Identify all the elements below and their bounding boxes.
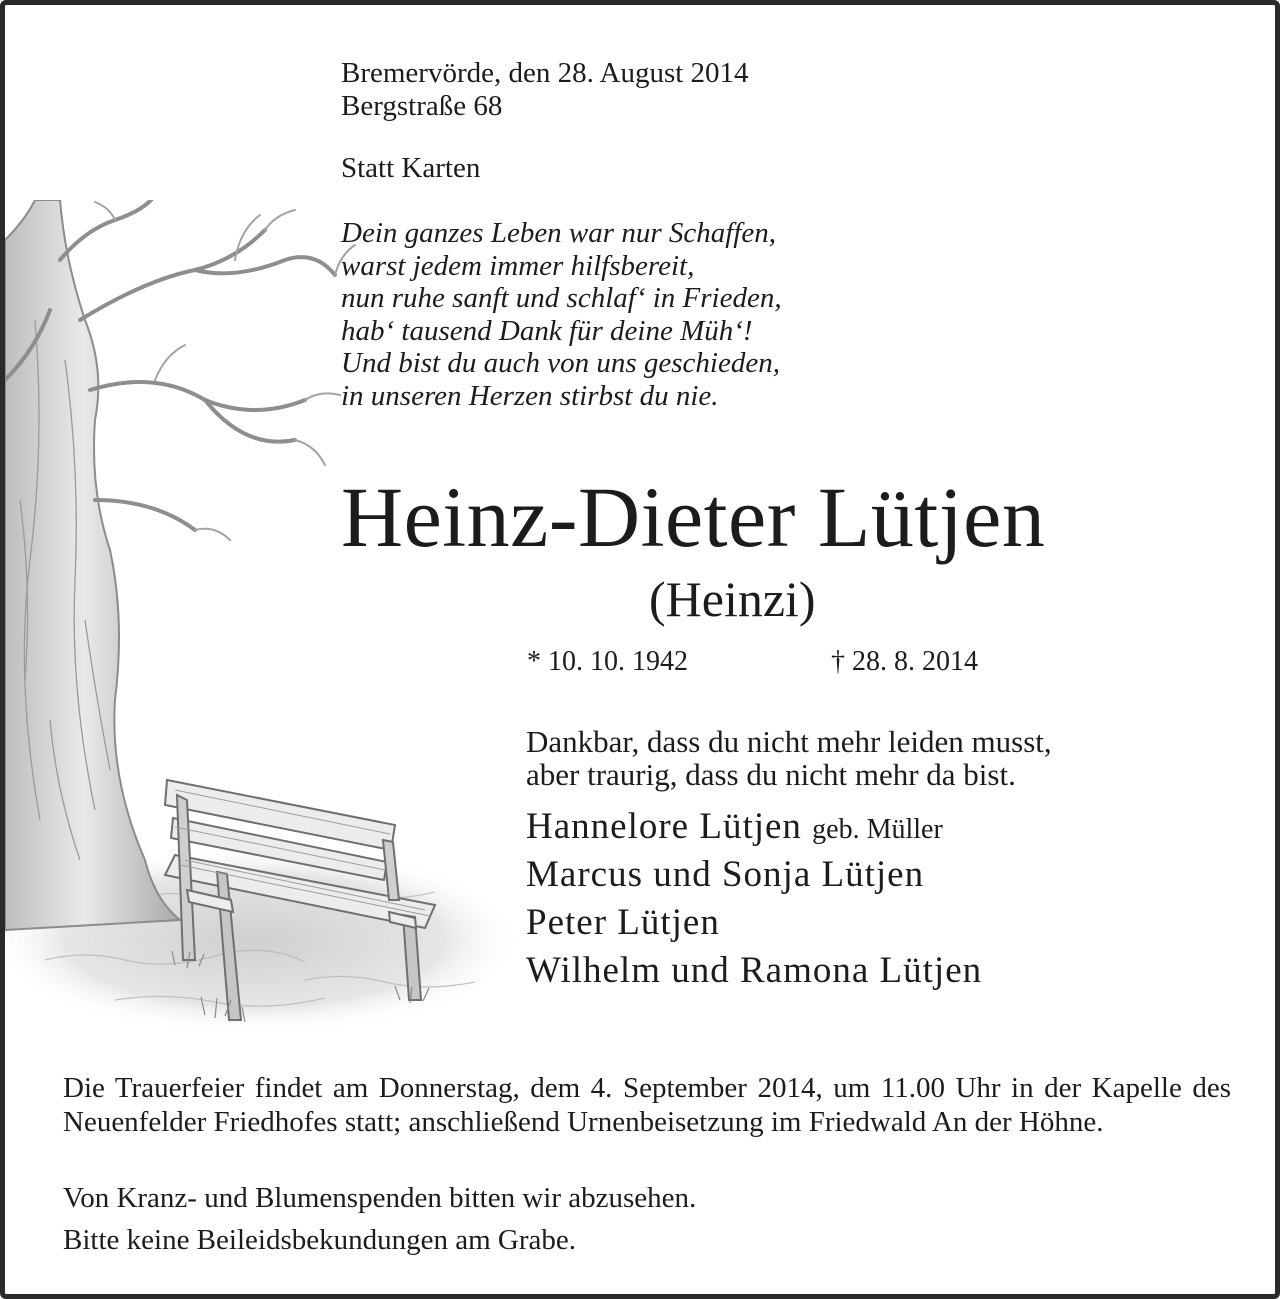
thanks-line: Dankbar, dass du nicht mehr leiden musst,	[526, 724, 1052, 759]
deceased-nickname: (Heinzi)	[649, 571, 816, 627]
statt-karten-note: Statt Karten	[341, 152, 481, 184]
condolences-note: Bitte keine Beileidsbekundungen am Grabe.	[63, 1224, 576, 1256]
poem-line: Und bist du auch von uns geschieden,	[341, 347, 780, 380]
family-member	[526, 901, 720, 945]
poem-line: Dein ganzes Leben war nur Schaffen,	[341, 217, 776, 249]
family-member-name: Peter Lütjen	[526, 902, 720, 943]
poem	[341, 217, 782, 413]
poem-line: warst jedem immer hilfsbereit,	[341, 249, 695, 282]
family-member-name: Marcus und Sonja Lütjen	[526, 854, 925, 895]
family-member-name: Hannelore Lütjen	[526, 806, 802, 847]
family-member	[526, 805, 943, 852]
poem-line: nun ruhe sanft und schlaf‘ in Frieden,	[341, 282, 782, 315]
flowers-note: Von Kranz- und Blumenspenden bitten wir abzusehen.	[63, 1182, 697, 1214]
poem-line: in unseren Herzen stirbst du nie.	[341, 379, 719, 412]
ceremony-info: Die Trauerfeier findet am Donnerstag, dem 4. September 2014, um 11.00 Uhr in der Kapelle des Neuenfelder Friedhofes statt; anschließend Urnenbeisetzung im Friedwald An der Höhne.	[63, 1072, 1231, 1138]
family-member	[526, 853, 924, 897]
family-member-name: Wilhelm und Ramona Lütjen	[526, 950, 983, 991]
family-member-maiden-name: geb. Müller	[812, 814, 943, 845]
poem-line: hab‘ tausend Dank für deine Müh‘!	[341, 314, 753, 347]
thanks-text	[526, 725, 1052, 791]
address: Bergstraße 68	[341, 90, 503, 122]
family-member	[526, 949, 982, 993]
deceased-name: Heinz-Dieter Lütjen	[341, 469, 1046, 565]
birth-date: * 10. 10. 1942	[527, 646, 688, 677]
thanks-line: aber traurig, dass du nicht mehr da bist.	[526, 757, 1016, 792]
death-date: † 28. 8. 2014	[831, 646, 978, 677]
place-and-date: Bremervörde, den 28. August 2014	[341, 57, 749, 89]
